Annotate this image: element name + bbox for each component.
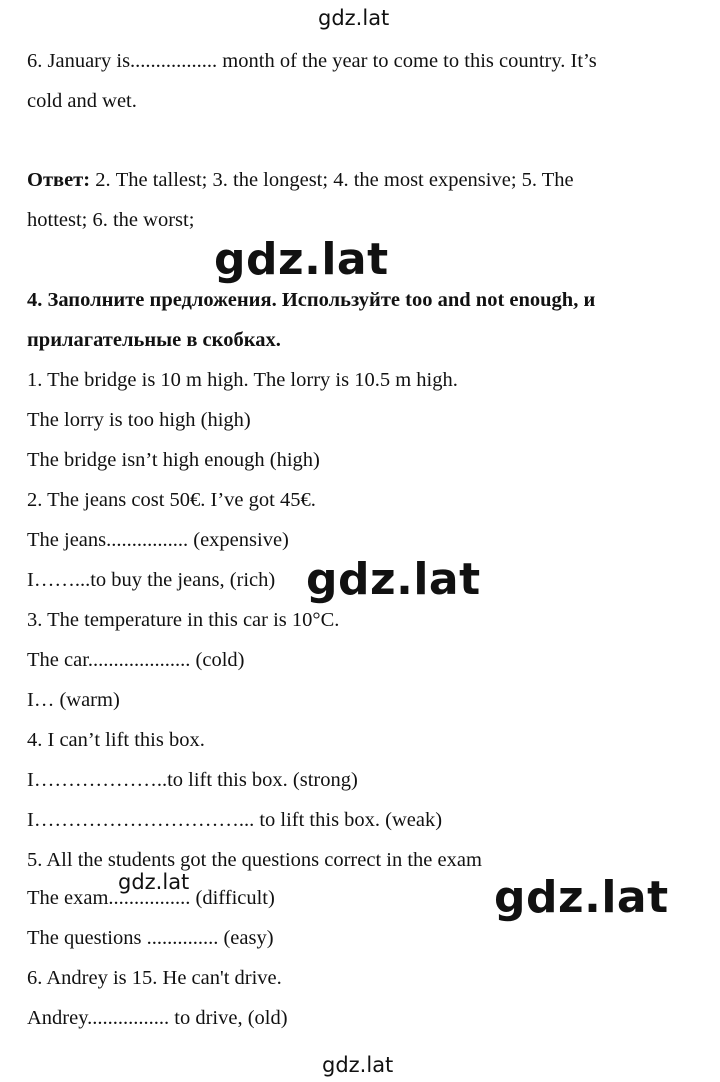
task4-line: 6. Andrey is 15. He can't drive.	[27, 967, 282, 989]
watermark-bottom: gdz.lat	[322, 1053, 394, 1077]
task4-line: The questions .............. (easy)	[27, 927, 274, 949]
task4-line: 1. The bridge is 10 m high. The lorry is 10.5 m high.	[27, 369, 458, 391]
watermark-big-1: gdz.lat	[214, 234, 389, 285]
task4-line: The bridge isn’t high enough (high)	[27, 449, 320, 471]
task4-line: The car.................... (cold)	[27, 649, 245, 671]
task4-line: 3. The temperature in this car is 10°C.	[27, 609, 340, 631]
answer-line-1	[27, 167, 574, 193]
task4-line: I… (warm)	[27, 689, 120, 711]
watermark-top: gdz.lat	[318, 6, 390, 30]
task4-line: 5. All the students got the questions correct in the exam	[27, 849, 482, 871]
watermark-big-3: gdz.lat	[494, 872, 669, 923]
answer-line-2: hottest; 6. the worst;	[27, 209, 195, 231]
answer-label: Ответ:	[27, 169, 91, 191]
task4-line: I………………..to lift this box. (strong)	[27, 769, 358, 791]
task4-line: I……...to buy the jeans, (rich)	[27, 569, 276, 591]
task4-line: The jeans................ (expensive)	[27, 529, 289, 551]
task4-title-line2: прилагательные в скобках.	[27, 329, 281, 351]
answer-text-1: 2. The tallest; 3. the longest; 4. the most expensive; 5. The	[90, 169, 574, 191]
watermark-small-mid: gdz.lat	[118, 870, 190, 894]
task4-line: I…………………………... to lift this box. (weak)	[27, 809, 443, 831]
watermark-big-2: gdz.lat	[306, 554, 481, 605]
task4-line: 4. I can’t lift this box.	[27, 729, 205, 751]
task4-line: The lorry is too high (high)	[27, 409, 251, 431]
task3-item6-line2: cold and wet.	[27, 90, 137, 112]
task4-line: Andrey................ to drive, (old)	[27, 1007, 288, 1029]
task4-line: The exam................ (difficult)	[27, 887, 275, 909]
task3-item6-line1: 6. January is................. month of the year to come to this country. It’s	[27, 50, 597, 72]
task4-title-line1: 4. Заполните предложения. Используйте too and not enough, и	[27, 289, 596, 311]
task4-line: 2. The jeans cost 50€. I’ve got 45€.	[27, 489, 316, 511]
